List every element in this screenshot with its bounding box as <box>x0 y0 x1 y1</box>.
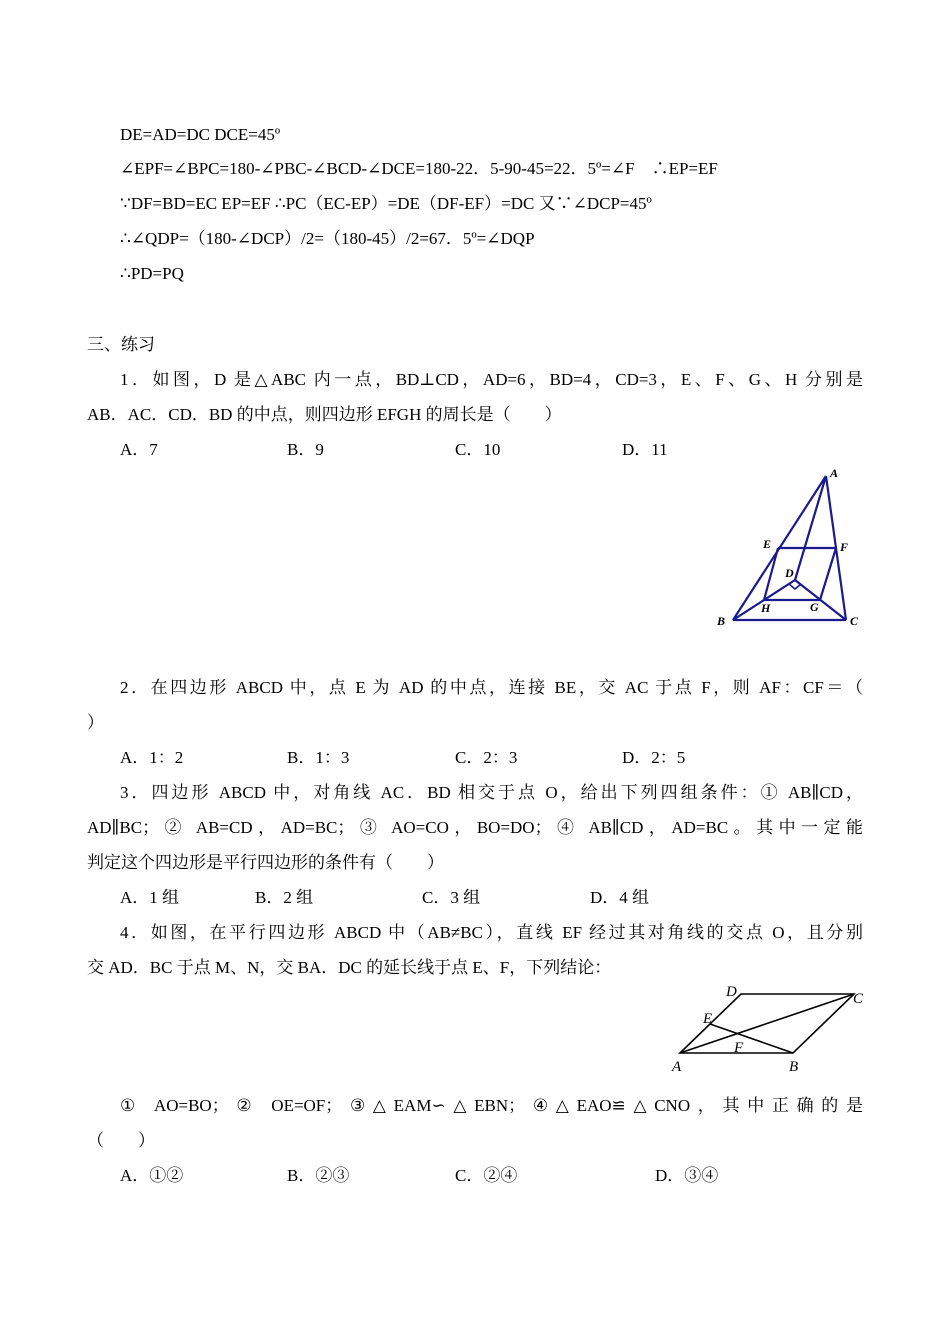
q2-line-2: ） <box>87 713 104 732</box>
q4-line-4: （ ） <box>87 1131 155 1150</box>
q2-option-c: C．2：3 <box>455 748 518 767</box>
q2-option-b: B．1：3 <box>287 748 350 767</box>
section-title: 三、练习 <box>87 335 155 354</box>
q4-fig-label-a: A <box>672 1059 682 1075</box>
solution-line-4: ∴∠QDP=（180-∠DCP）/2=（180-45）/2=67．5º=∠DQP <box>120 229 535 248</box>
q1-fig-label-h: H <box>761 601 771 615</box>
q3-option-b: B．2 组 <box>255 888 314 907</box>
q1-fig-label-b: B <box>717 614 726 628</box>
q3-line-3: 判定这个四边形是平行四边形的条件有（ ） <box>87 853 444 872</box>
solution-line-3: ∵DF=BD=EC EP=EF ∴PC（EC-EP）=DE（DF-EF）=DC 又∵∠DCP=45º <box>120 194 652 213</box>
solution-line-1: DE=AD=DC DCE=45º <box>120 125 281 144</box>
q4-fig-label-f: F <box>734 1040 744 1056</box>
q4-option-d: D．③④ <box>655 1166 719 1185</box>
q3-line-1: 3．四边形 ABCD 中，对角线 AC．BD 相交于点 O，给出下列四组条件：① AB∥CD， <box>120 783 863 802</box>
q4-option-c: C．②④ <box>455 1166 518 1185</box>
q1-fig-label-d: D <box>785 566 794 580</box>
q4-fig-label-b: B <box>789 1059 799 1075</box>
q1-fig-fg <box>820 548 836 600</box>
q1-fig-ad <box>795 476 826 580</box>
q1-option-d: D．11 <box>622 440 668 459</box>
q2-option-d: D．2：5 <box>622 748 686 767</box>
q4-fig-label-e: E <box>703 1011 713 1027</box>
solution-line-5: ∴PD=PQ <box>120 264 184 283</box>
q1-line-2: AB．AC．CD．BD 的中点，则四边形 EFGH 的周长是（ ） <box>87 405 562 424</box>
q1-fig-label-e: E <box>763 537 772 551</box>
q1-option-a: A．7 <box>120 440 158 459</box>
q4-figure <box>665 980 870 1075</box>
q2-option-a: A．1：2 <box>120 748 184 767</box>
q3-option-d: D．4 组 <box>590 888 650 907</box>
q3-line-2: AD∥BC；② AB=CD，AD=BC；③ AO=CO，BO=DO；④ AB∥CD，AD=BC。其中一定能 <box>87 818 863 837</box>
q1-option-c: C．10 <box>455 440 501 459</box>
q1-fig-label-c: C <box>850 614 859 628</box>
q4-line-2: 交 AD．BC 于点 M、N，交 BA．DC 的延长线于点 E、F，下列结论： <box>87 958 612 977</box>
q1-fig-label-g: G <box>810 600 819 614</box>
q4-option-b: B．②③ <box>287 1166 350 1185</box>
q4-fig-label-d: D <box>726 984 737 1000</box>
q1-fig-label-f: F <box>840 540 849 554</box>
q2-line-1: 2．在四边形 ABCD 中，点 E 为 AD 的中点，连接 BE，交 AC 于点 F，则 AF：CF＝（ <box>120 678 863 697</box>
q4-line-1: 4．如图，在平行四边形 ABCD 中（AB≠BC），直线 EF 经过其对角线的交点 O，且分别 <box>120 923 863 942</box>
q1-option-b: B．9 <box>287 440 324 459</box>
solution-line-2: ∠EPF=∠BPC=180-∠PBC-∠BCD-∠DCE=180-22．5-90-45=22．5º=∠F ∴EP=EF <box>120 159 718 178</box>
q4-line-3: ① AO=BO；② OE=OF；③△EAM∽△EBN；④△EAO≌△CNO，其中正确的是 <box>120 1096 863 1115</box>
q4-option-a: A．①② <box>120 1166 184 1185</box>
q1-fig-right-angle <box>789 584 801 589</box>
q4-fig-label-c: C <box>853 991 864 1007</box>
q1-figure <box>710 462 870 634</box>
q1-line-1: 1．如图，D 是△ABC 内一点，BD⊥CD，AD=6，BD=4，CD=3，E、F、G、H 分别是 <box>120 370 863 389</box>
q3-option-c: C．3 组 <box>422 888 481 907</box>
q3-option-a: A．1 组 <box>120 888 180 907</box>
q1-fig-label-a: A <box>830 466 839 480</box>
